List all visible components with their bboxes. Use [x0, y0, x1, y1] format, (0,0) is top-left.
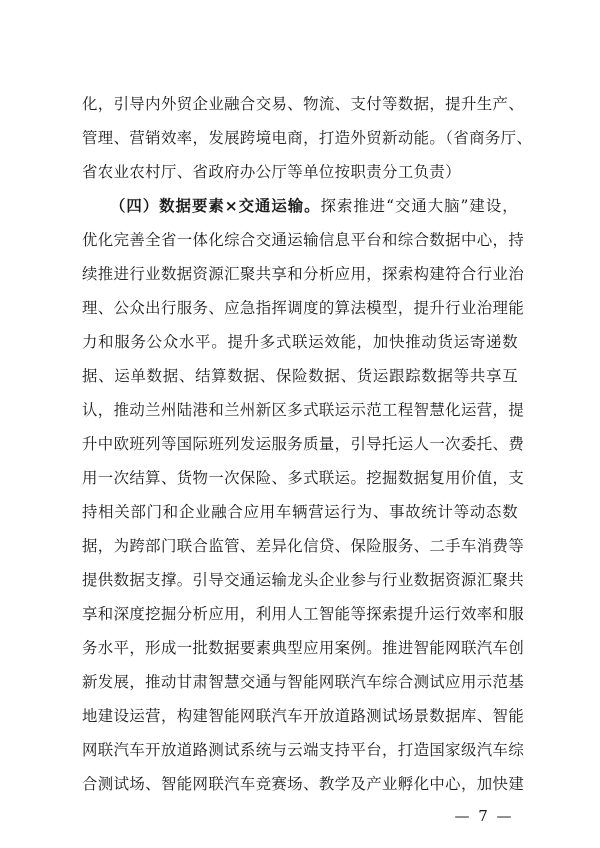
- body-text-line: 新发展，推动甘肃智慧交通与智能网联汽车综合测试应用示范基: [82, 673, 525, 691]
- body-text-line: 网联汽车开放道路测试系统与云端支持平台，打造国家级汽车综: [82, 741, 525, 759]
- page-number: — 7 —: [454, 807, 514, 825]
- body-text-line: 探索推进“交通大脑”建设，: [320, 197, 518, 215]
- body-text-line: 升中欧班列等国际班列发运服务质量，引导托运人一次委托、费: [82, 435, 525, 453]
- body-text-line: 地建设运营，构建智能网联汽车开放道路测试场景数据库、智能: [82, 707, 525, 725]
- body-text-line: 续推进行业数据资源汇聚共享和分析应用，探索构建符合行业治: [82, 265, 525, 283]
- body-text-line: 理、公众出行服务、应急指挥调度的算法模型，提升行业治理能: [82, 299, 525, 317]
- body-text-line: 力和服务公众水平。提升多式联运效能，加快推动货运寄递数: [82, 333, 518, 351]
- body-text-line: 用一次结算、货物一次保险、多式联运。挖掘数据复用价值，支: [82, 469, 525, 487]
- body-text-line: 享和深度挖掘分析应用，利用人工智能等探索提升运行效率和服: [82, 605, 525, 623]
- body-text-line: 合测试场、智能网联汽车竞赛场、教学及产业孵化中心，加快建: [82, 775, 525, 793]
- body-text-line: 据、运单数据、结算数据、保险数据、货运跟踪数据等共享互: [82, 367, 518, 385]
- body-text-line: 持相关部门和企业融合应用车辆营运行为、事故统计等动态数: [82, 503, 518, 521]
- body-text-line: 优化完善全省一体化综合交通运输信息平台和综合数据中心，持: [82, 231, 525, 249]
- body-text-line: 务水平，形成一批数据要素典型应用案例。推进智能网联汽车创: [82, 639, 525, 657]
- section-heading: （四）数据要素×交通运输。: [110, 197, 321, 215]
- body-text-line: 省农业农村厅、省政府办公厅等单位按职责分工负责）: [82, 163, 461, 181]
- body-text-line: 管理、营销效率，发展跨境电商，打造外贸新动能。（省商务厅、: [82, 129, 533, 147]
- body-text-line: 认，推动兰州陆港和兰州新区多式联运示范工程智慧化运营，提: [82, 401, 525, 419]
- section-heading-line: [110, 191, 518, 221]
- body-text-line: 化，引导内外贸企业融合交易、物流、支付等数据，提升生产、: [82, 95, 525, 113]
- body-text-line: 提供数据支撑。引导交通运输龙头企业参与行业数据资源汇聚共: [82, 571, 525, 589]
- body-text-line: 据，为跨部门联合监管、差异化信贷、保险服务、二手车消费等: [82, 537, 525, 555]
